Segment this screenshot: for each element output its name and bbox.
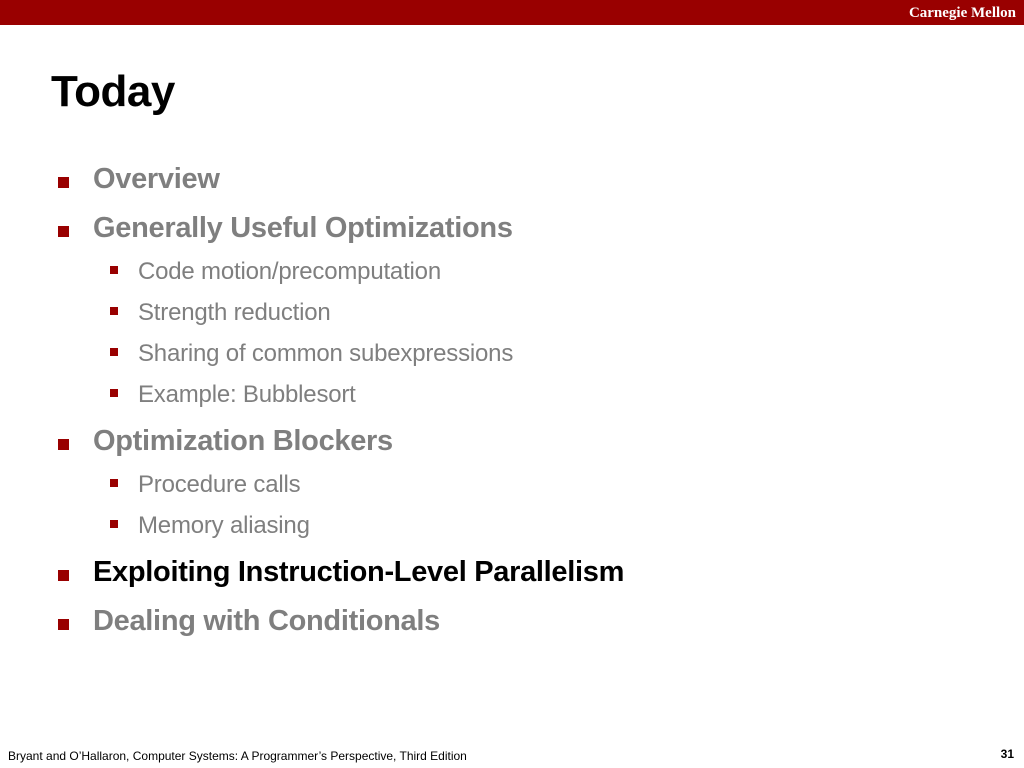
square-bullet-icon <box>58 177 69 188</box>
brand-label: Carnegie Mellon <box>908 5 1016 21</box>
square-bullet-icon <box>110 479 118 487</box>
page-number: 31 <box>1000 747 1014 761</box>
square-bullet-icon <box>58 226 69 237</box>
square-bullet-icon <box>110 520 118 528</box>
outline-item-label: Memory aliasing <box>138 512 310 539</box>
outline-item-label: Dealing with Conditionals <box>93 605 440 637</box>
square-bullet-icon <box>110 307 118 315</box>
square-bullet-icon <box>58 619 69 630</box>
slide-title: Today <box>51 67 175 116</box>
outline-item-label: Procedure calls <box>138 471 301 498</box>
outline-item-label: Strength reduction <box>138 299 331 326</box>
outline-item-label: Example: Bubblesort <box>138 381 356 408</box>
outline-item-label: Generally Useful Optimizations <box>93 212 513 244</box>
outline-item-label: Optimization Blockers <box>93 425 393 457</box>
outline-item-label: Exploiting Instruction-Level Parallelism <box>93 556 625 588</box>
square-bullet-icon <box>110 348 118 356</box>
footer-citation: Bryant and O’Hallaron, Computer Systems: A Programmer’s Perspective, Third Edition <box>8 749 467 763</box>
square-bullet-icon <box>58 439 69 450</box>
outline-item-label: Code motion/precomputation <box>138 258 441 285</box>
square-bullet-icon <box>110 389 118 397</box>
square-bullet-icon <box>110 266 118 274</box>
outline-item-label: Sharing of common subexpressions <box>138 340 514 367</box>
square-bullet-icon <box>58 570 69 581</box>
outline-item-label: Overview <box>93 163 220 195</box>
